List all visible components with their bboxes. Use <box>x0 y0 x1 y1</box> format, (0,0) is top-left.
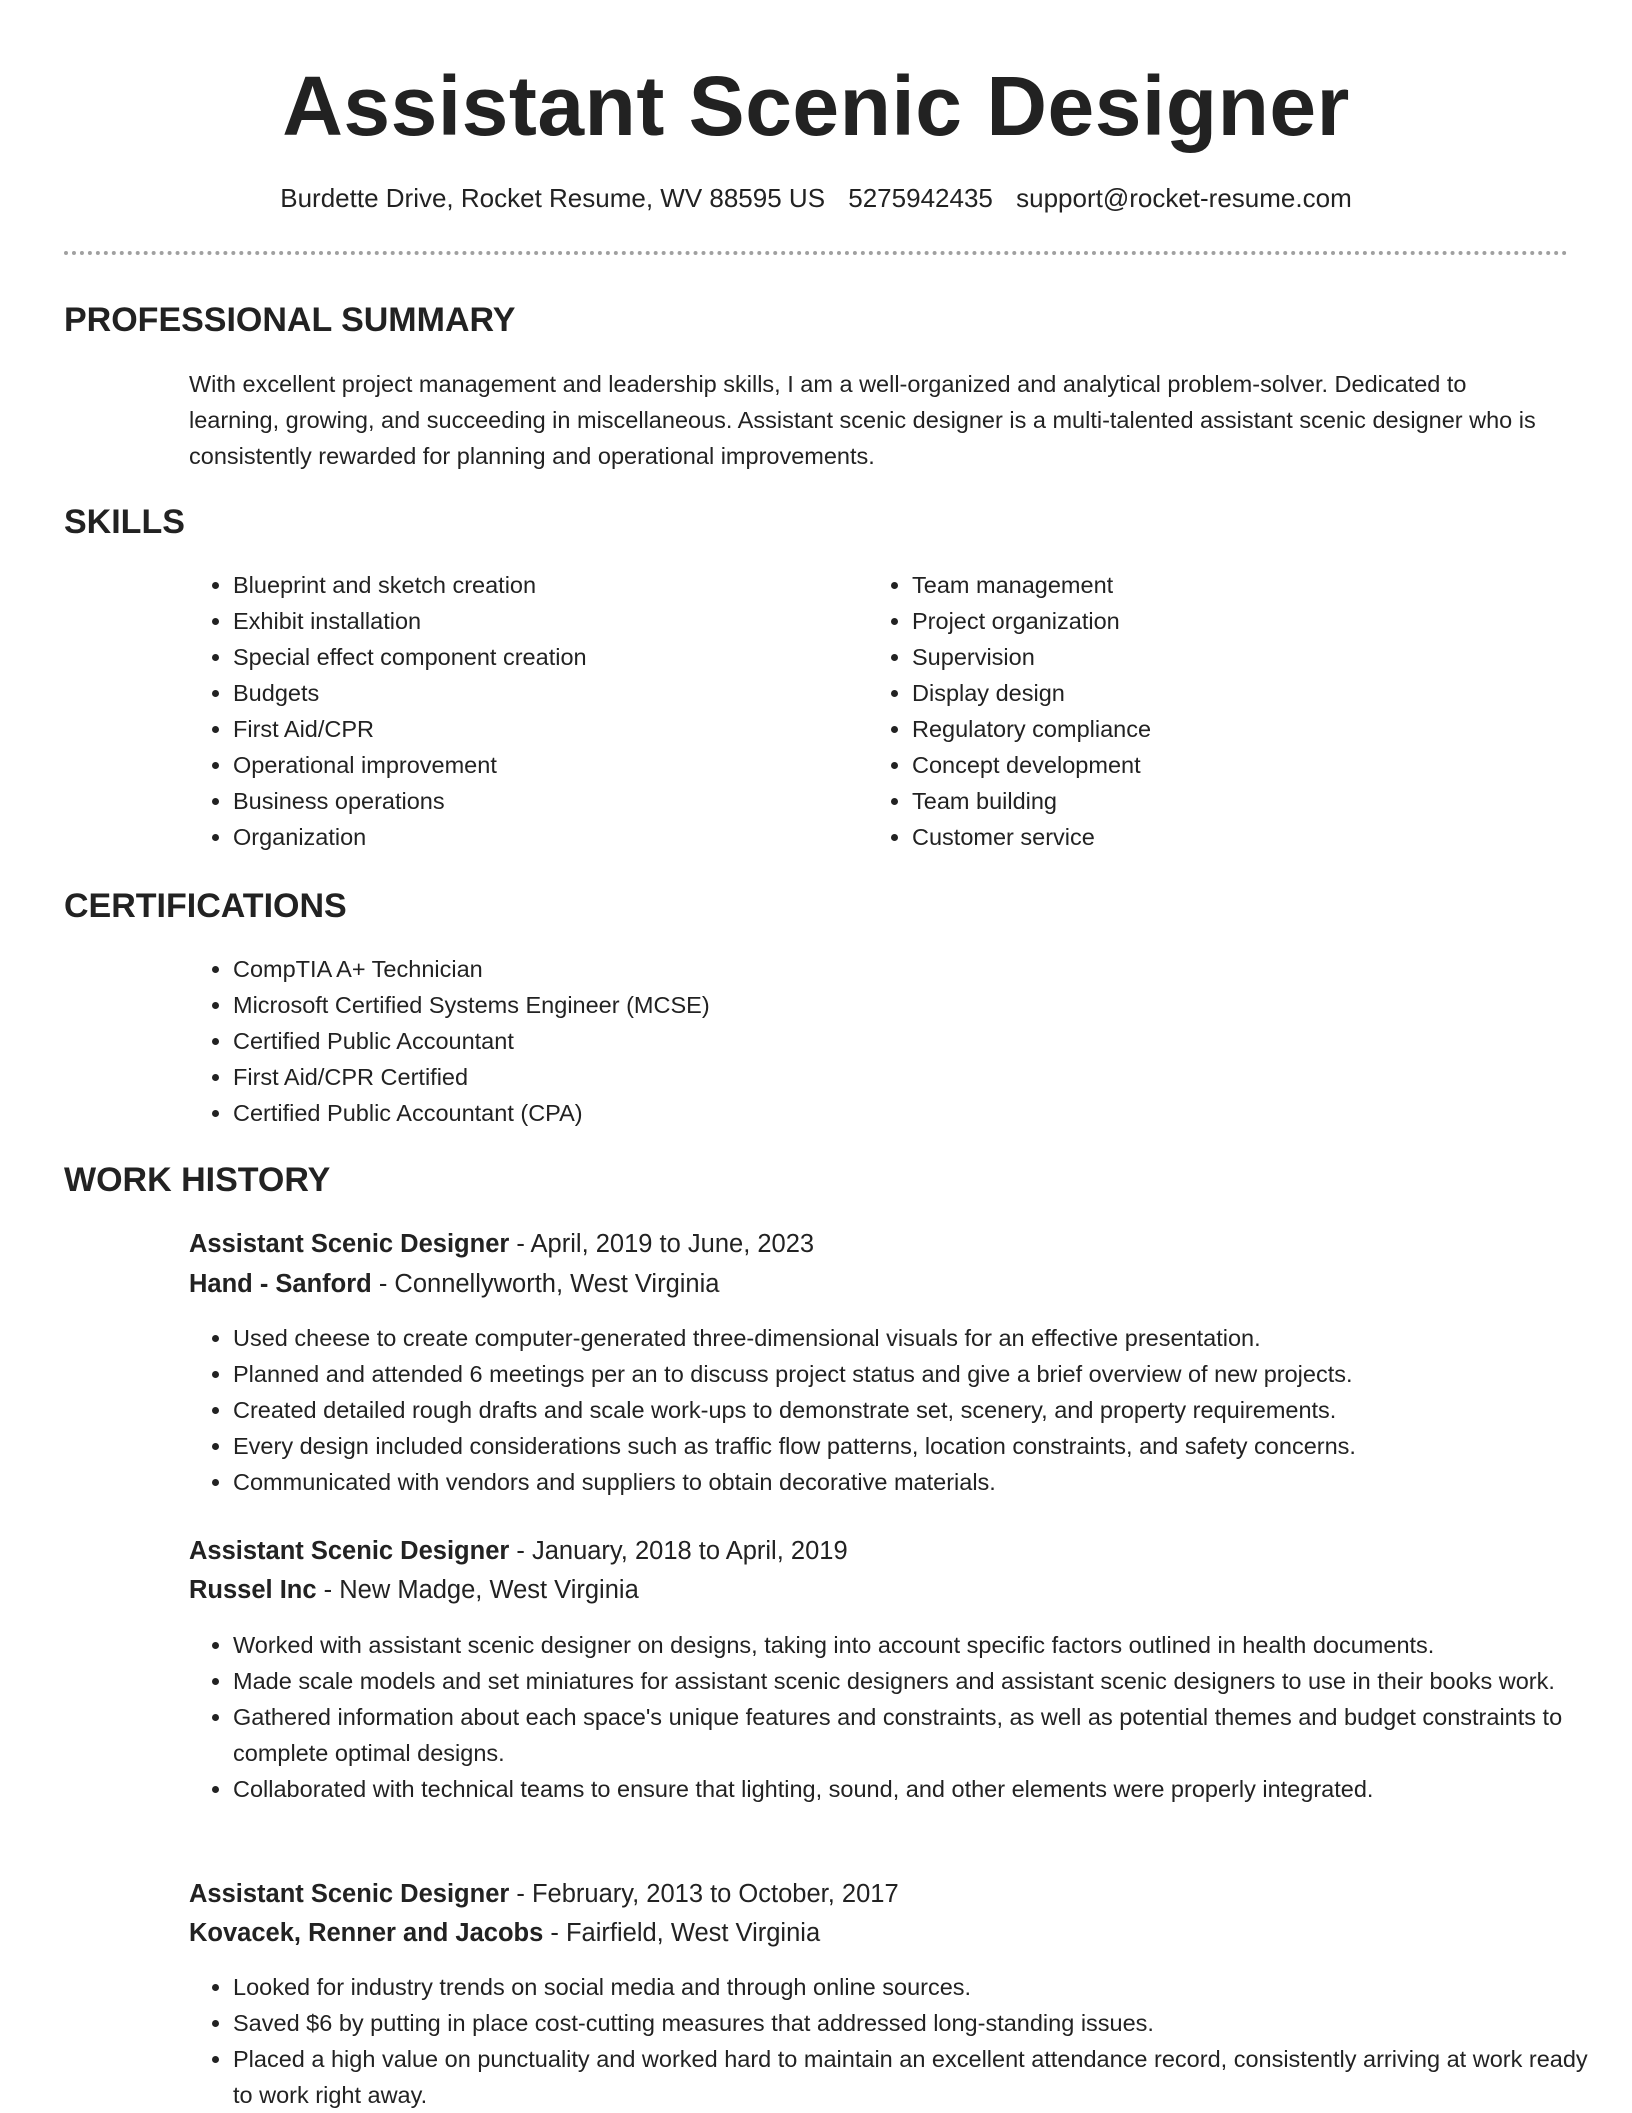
job-title: Assistant Scenic Designer <box>189 1537 510 1565</box>
job-dates: - February, 2013 to October, 2017 <box>509 1880 899 1908</box>
list-item: • Made scale models and set miniatures for assistant scenic designers and assistant scenic designers to use in their books work. <box>233 1663 1613 1699</box>
skills-list-left <box>189 567 873 855</box>
job-bullets <box>189 1320 1613 1500</box>
job-title-line <box>189 1876 899 1912</box>
job-company-line <box>189 1266 719 1302</box>
list-item: • Display design <box>912 675 1552 711</box>
job-title: Assistant Scenic Designer <box>189 1230 510 1258</box>
list-item: • Placed a high value on punctuality and worked hard to maintain an excellent attendance record, consistently arriving at work ready to work right away. <box>233 2041 1613 2113</box>
contact-address: Burdette Drive, Rocket Resume, WV 88595 US <box>280 183 826 213</box>
list-item: • Supervision <box>912 639 1552 675</box>
list-item: • Business operations <box>233 783 873 819</box>
list-item: • Created detailed rough drafts and scale work-ups to demonstrate set, scenery, and property requirements. <box>233 1392 1613 1428</box>
list-item: • Concept development <box>912 747 1552 783</box>
job-title-line <box>189 1533 848 1569</box>
contact-phone: 5275942435 <box>848 183 993 213</box>
job-title-line <box>189 1226 814 1262</box>
certifications-heading: CERTIFICATIONS <box>64 887 347 925</box>
list-item: • Team management <box>912 567 1552 603</box>
job-location: - New Madge, West Virginia <box>316 1576 639 1604</box>
header-divider <box>64 251 1568 255</box>
certifications-list <box>189 951 1603 1131</box>
skills-list-right <box>868 567 1552 855</box>
list-item: • Communicated with vendors and suppliers to obtain decorative materials. <box>233 1464 1613 1500</box>
job-bullets <box>189 1969 1613 2113</box>
list-item: • Certified Public Accountant <box>233 1023 1603 1059</box>
list-item: • CompTIA A+ Technician <box>233 951 1603 987</box>
contact-email: support@rocket-resume.com <box>1016 183 1352 213</box>
job-bullets <box>189 1627 1613 1807</box>
job-location: - Connellyworth, West Virginia <box>371 1270 720 1298</box>
job-company: Hand - Sanford <box>189 1270 372 1298</box>
list-item: • Certified Public Accountant (CPA) <box>233 1095 1603 1131</box>
list-item: • Budgets <box>233 675 873 711</box>
list-item: • Planned and attended 6 meetings per an to discuss project status and give a brief overview of new projects. <box>233 1356 1613 1392</box>
list-item: • Used cheese to create computer-generated three-dimensional visuals for an effective presentation. <box>233 1320 1613 1356</box>
list-item: • Looked for industry trends on social media and through online sources. <box>233 1969 1613 2005</box>
summary-text: With excellent project management and leadership skills, I am a well-organized and analytical problem-solver. Dedicated to learning, growing, and succeeding in miscellaneous. Assistant scenic designer is a multi-talented assistant scenic designer who is consistently rewarded for planning and operational improvements. <box>189 371 1536 469</box>
list-item: • First Aid/CPR <box>233 711 873 747</box>
list-item: • Worked with assistant scenic designer on designs, taking into account specific factors outlined in health documents. <box>233 1627 1613 1663</box>
list-item: • Microsoft Certified Systems Engineer (MCSE) <box>233 987 1603 1023</box>
resume-name: Assistant Scenic Designer <box>282 59 1350 153</box>
list-item: • Team building <box>912 783 1552 819</box>
job-dates: - January, 2018 to April, 2019 <box>509 1537 848 1565</box>
list-item: • Saved $6 by putting in place cost-cutting measures that addressed long-standing issues. <box>233 2005 1613 2041</box>
work-history-heading: WORK HISTORY <box>64 1161 331 1199</box>
list-item: • Exhibit installation <box>233 603 873 639</box>
list-item: • Gathered information about each space's unique features and constraints, as well as potential themes and budget constraints to complete optimal designs. <box>233 1699 1613 1771</box>
list-item: • Customer service <box>912 819 1552 855</box>
job-company: Kovacek, Renner and Jacobs <box>189 1919 544 1947</box>
job-title: Assistant Scenic Designer <box>189 1880 510 1908</box>
summary-heading: PROFESSIONAL SUMMARY <box>64 301 516 339</box>
list-item: • Organization <box>233 819 873 855</box>
list-item: • Blueprint and sketch creation <box>233 567 873 603</box>
job-dates: - April, 2019 to June, 2023 <box>509 1230 815 1258</box>
list-item: • Project organization <box>912 603 1552 639</box>
job-company-line <box>189 1915 820 1951</box>
list-item: • Every design included considerations such as traffic flow patterns, location constraints, and safety concerns. <box>233 1428 1613 1464</box>
contact-line <box>0 180 1632 216</box>
list-item: • Operational improvement <box>233 747 873 783</box>
list-item: • First Aid/CPR Certified <box>233 1059 1603 1095</box>
skills-heading: SKILLS <box>64 503 185 541</box>
job-location: - Fairfield, West Virginia <box>543 1919 821 1947</box>
job-company-line <box>189 1572 639 1608</box>
job-company: Russel Inc <box>189 1576 317 1604</box>
list-item: • Special effect component creation <box>233 639 873 675</box>
list-item: • Regulatory compliance <box>912 711 1552 747</box>
list-item: • Collaborated with technical teams to ensure that lighting, sound, and other elements were properly integrated. <box>233 1771 1613 1807</box>
